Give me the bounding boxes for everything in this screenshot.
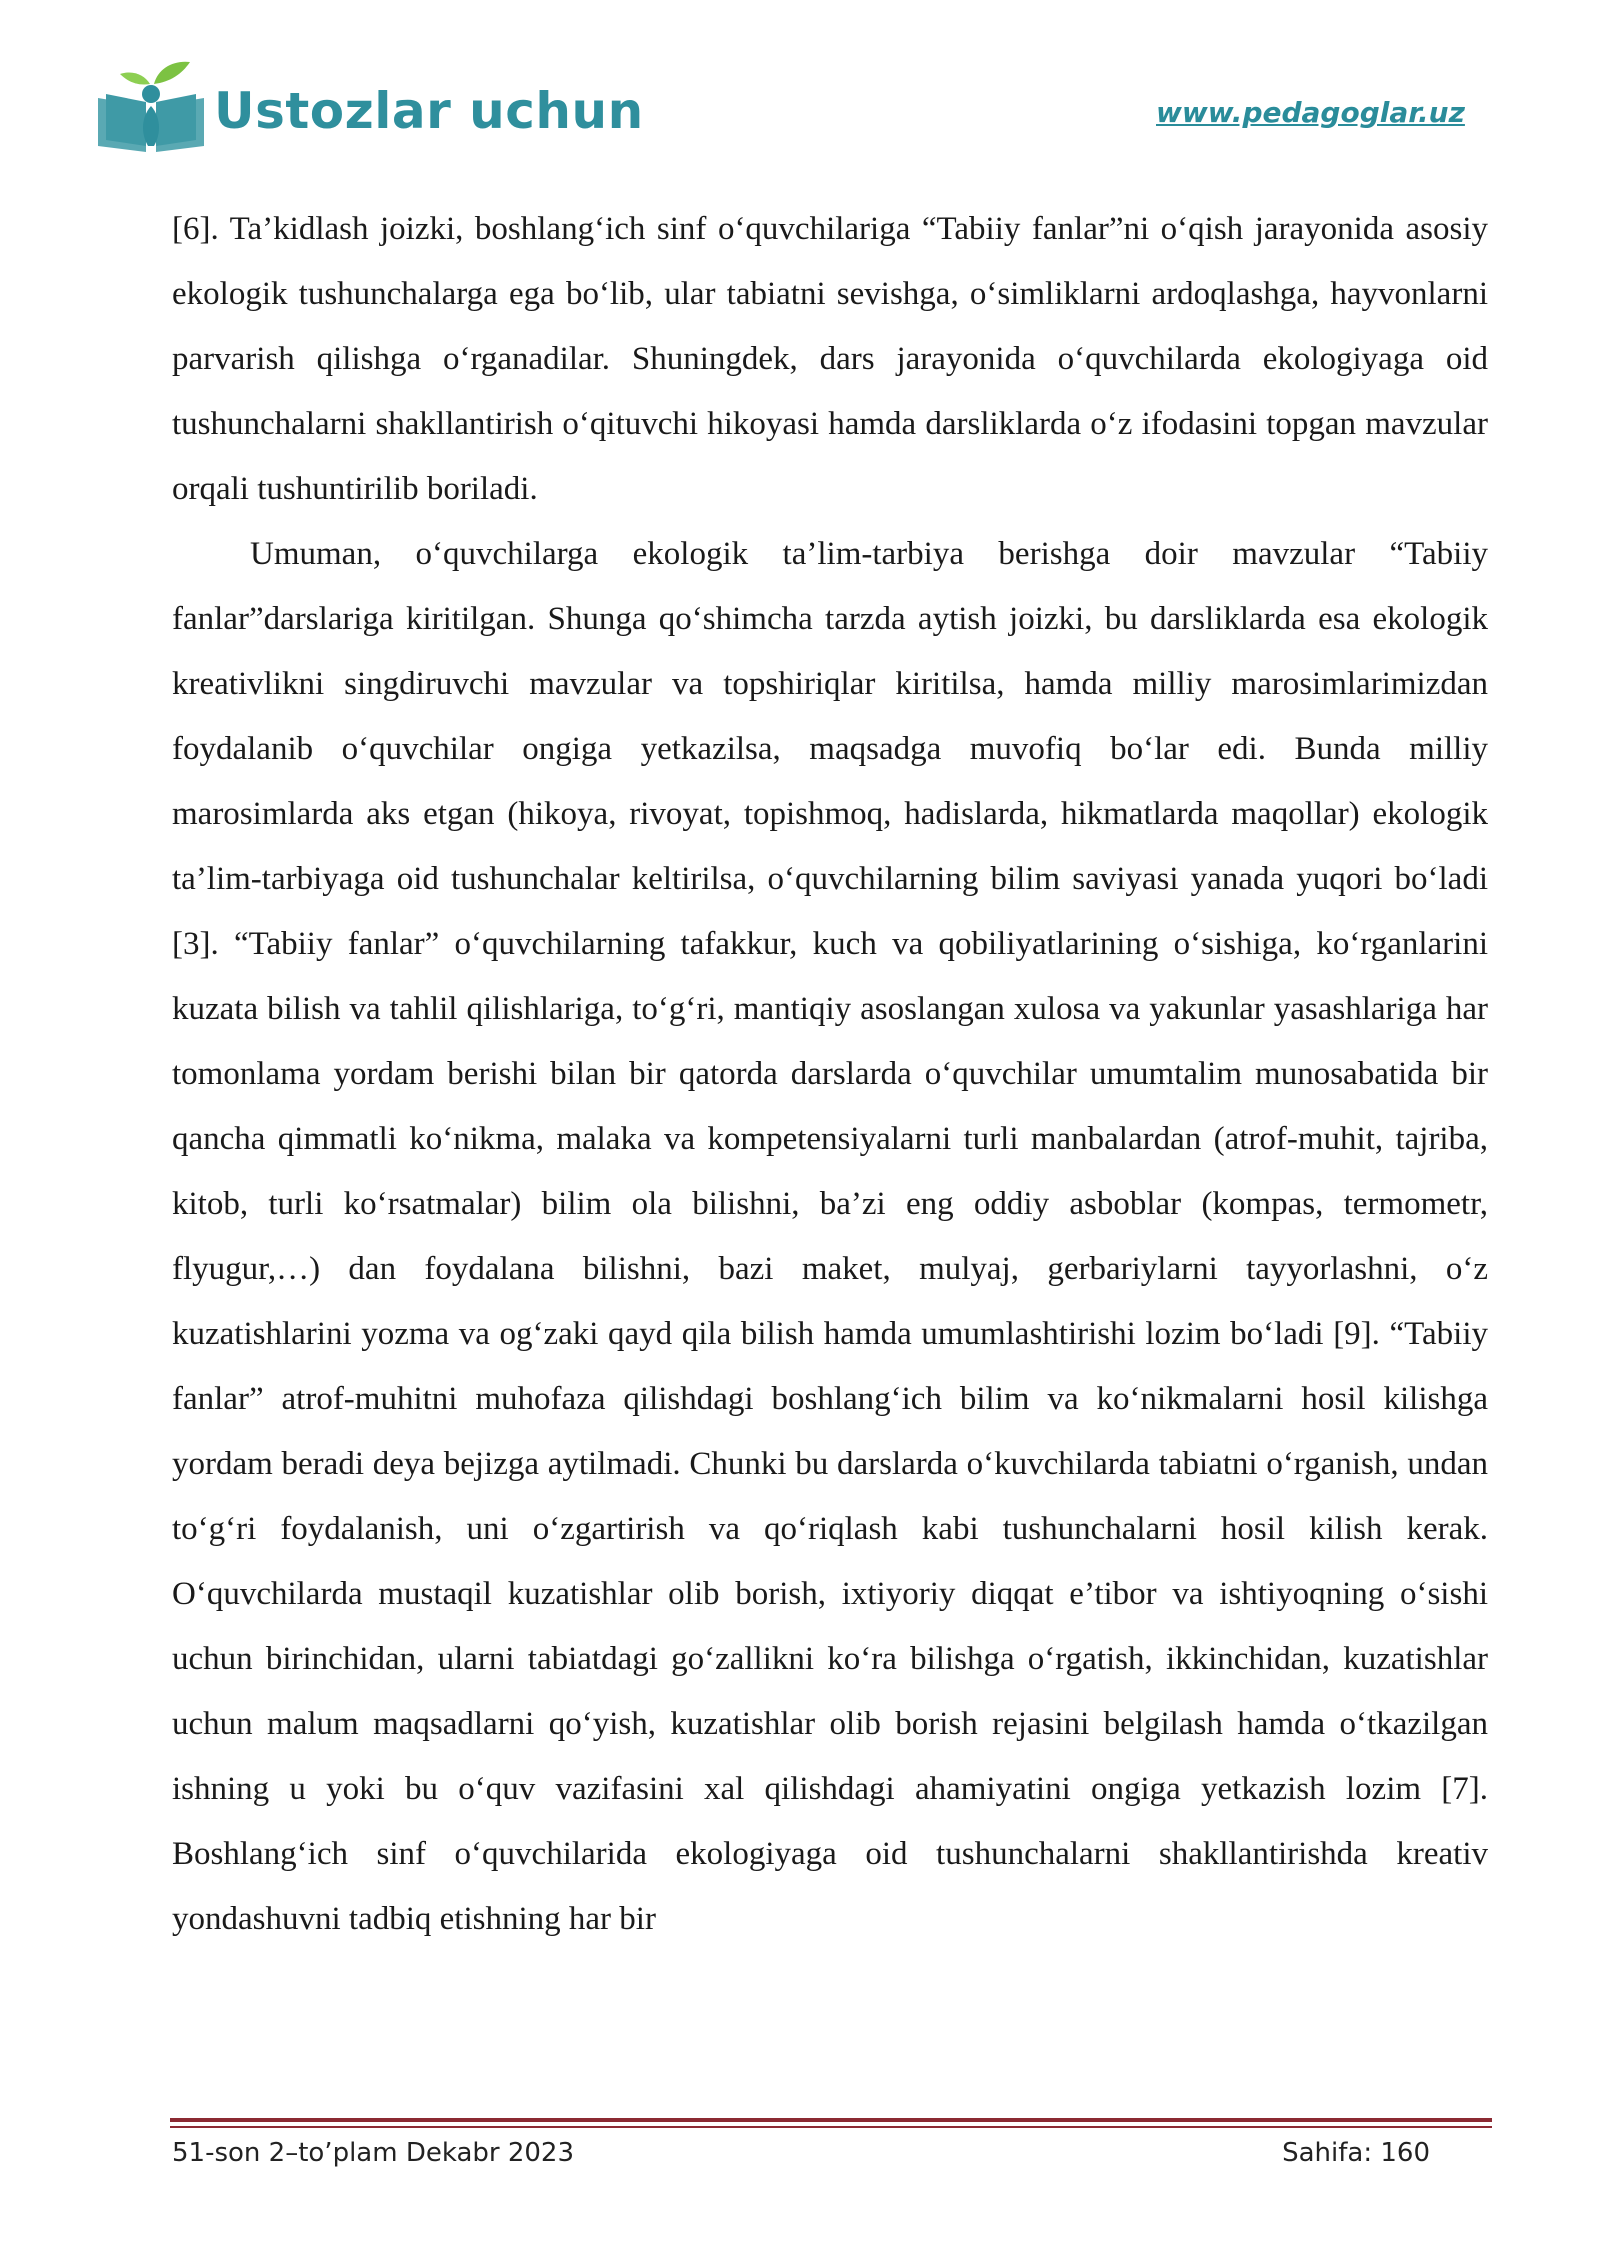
footer-divider [170, 2118, 1492, 2122]
book-sprout-logo-icon [92, 54, 210, 154]
logo-text: Ustozlar uchun [214, 82, 644, 140]
site-link[interactable]: www.pedagoglar.uz [1156, 96, 1465, 129]
issue-label: 51-son 2–to’plam Dekabr 2023 [172, 2138, 574, 2168]
paragraph: [6]. Ta’kidlash joizki, boshlang‘ich sinf o‘quvchilariga “Tabiiy fanlar”ni o‘qish jarayonida asosiy ekologik tushunchalarga ega bo‘lib, ular tabiatni sevishga, o‘simliklarni ardoqlashga, hayvonlarni parvarish qilishga o‘rganadilar. Shuningdek, dars jarayonida o‘quvchilarda ekologiyaga oid tushunchalarni shakllantirish o‘qituvchi hikoyasi hamda darsliklarda o‘z ifodasini topgan mavzular orqali tushuntirilib boriladi. [172, 211, 1488, 507]
logo [92, 54, 644, 154]
page-header [0, 0, 1600, 180]
footer-divider [170, 2126, 1492, 2128]
page-number: Sahifa: 160 [1282, 2138, 1430, 2168]
paragraph: Umuman, o‘quvchilarga ekologik ta’lim-tarbiya berishga doir mavzular “Tabiiy fanlar”darslariga kiritilgan. Shunga qo‘shimcha tarzda aytish joizki, bu darsliklarda esa ekologik kreativlikni singdiruvchi mavzular va topshiriqlar kiritilsa, hamda milliy marosimlarimizdan foydalanib o‘quvchilar ongiga yetkazilsa, maqsadga muvofiq bo‘lar edi. Bunda milliy marosimlarda aks etgan (hikoya, rivoyat, topishmoq, hadislarda, hikmatlarda maqollar) ekologik ta’lim-tarbiyaga oid tushunchalar keltirilsa, o‘quvchilarning bilim saviyasi yanada yuqori bo‘ladi [3]. “Tabiiy fanlar” o‘quvchilarning tafakkur, kuch va qobiliyatlarining o‘sishiga, ko‘rganlarini kuzata bilish va tahlil qilishlariga, to‘g‘ri, mantiqiy asoslangan xulosa va yakunlar yasashlariga har tomonlama yordam berishi bilan bir qatorda darslarda o‘quvchilar umumtalim munosabatida bir qancha qimmatli ko‘nikma, malaka va kompetensiyalarni turli manbalardan (atrof-muhit, tajriba, kitob, turli ko‘rsatmalar) bilim ola bilishni, ba’zi eng oddiy asboblar (kompas, termometr, flyugur,…) dan foydalana bilishni, bazi maket, mulyaj, gerbariylarni tayyorlashni, o‘z kuzatishlarini yozma va og‘zaki qayd qila bilish hamda umumlashtirishi lozim bo‘ladi [9]. “Tabiiy fanlar” atrof-muhitni muhofaza qilishdagi boshlang‘ich bilim va ko‘nikmalarni hosil kilishga yordam beradi deya bejizga aytilmadi. Chunki bu darslarda o‘kuvchilarda tabiatni o‘rganish, undan to‘g‘ri foydalanish, uni o‘zgartirish va qo‘riqlash kabi tushunchalarni hosil kilish kerak. O‘quvchilarda mustaqil kuzatishlar olib borish, ixtiyoriy diqqat e’tibor va ishtiyoqning o‘sishi uchun birinchidan, ularni tabiatdagi go‘zallikni ko‘ra bilishga o‘rgatish, ikkinchidan, kuzatishlar uchun malum maqsadlarni qo‘yish, kuzatishlar olib borish rejasini belgilash hamda o‘tkazilgan ishning u yoki bu o‘quv vazifasini xal qilishdagi ahamiyatini ongiga yetkazish lozim [7]. Boshlang‘ich sinf o‘quvchilarida ekologiyaga oid tushunchalarni shakllantirishda kreativ yondashuvni tadbiq etishning har bir [172, 536, 1488, 1937]
article-body [172, 197, 1488, 1952]
